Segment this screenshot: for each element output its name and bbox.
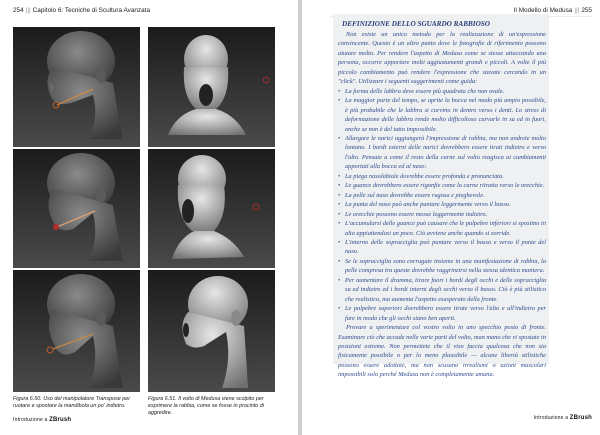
list-item: • Le guance dovrebbero essere rigonfie come la carne ritratta verso le orecchie. (338, 182, 545, 190)
section-title: Il Modello di Medusa (513, 7, 573, 14)
list-item: • Le palpebre superiori dovrebbero essere tirate verso l'alto e all'indietro per fare in modo che gli occhi siano ben aperti. (338, 305, 546, 322)
left-footer (13, 417, 71, 423)
sidebar-title: DEFINIZIONE DELLO SGUARDO RABBIOSO (342, 20, 490, 28)
figure-6-51-caption: Figura 6.51. Il volto di Medusa viene scolpito per esprimere la rabbia, come se fosse in procinto di aggredire. (148, 396, 264, 416)
list-item: • Allargare le narici aggiungerà l'impressione di rabbia, ma non andrete molto lontano. I bordi esterni delle narici dovrebbero essere tirati indietro e verso l'alto. Pensate a come il resto della carne sul volto reagisca ai cambiamenti apportati alla bocca ed al naso: (338, 134, 546, 171)
figure-6-51-panel-3 (148, 270, 275, 392)
list-item: • Le orecchie possono essere mosse leggermente indietro. (338, 210, 488, 218)
bullet-icon: • (338, 134, 341, 142)
bullet-icon: • (338, 182, 341, 190)
list-item: • Per aumentare il dramma, tirare fuori i bordi degli occhi e delle sopracciglia su ed indietro ed i bordi interni degli occhi verso il basso. Ciò è più stilistico che realistico, ma aumenta l'aspetto esasperato della fronte. (338, 276, 546, 303)
bullet-icon: • (338, 172, 341, 180)
sidebar-closing: Provare a sperimentare col vostro volto in uno specchio posto di fronte. Esaminare ciò che accade nelle varie parti del volto, man mano che vi spostate in posizioni estreme. Non permettete che il viso faccia qualcosa che non sia fisicamente possibile o per lo meno plausibile — alcune libertà stilistiche possono essere adottate, ma non scusano irrealismi o azioni muscolari impossibili solo perché Medusa non è completamente umana. (338, 324, 546, 379)
footer-prefix: Introduzione a (13, 417, 50, 423)
footer-brand: ZBrush (569, 415, 592, 421)
list-item: • La forma delle labbra deve essere più quadrata che non ovale. (338, 87, 505, 95)
sidebar-intro: Non esiste un unico metodo per la realizzazione di un'espressione convincente. Questo è un altro punto dove le fotografie di riferimento possono aiutare molto. Per rendere l'aspetto di Medusa come se stesse attaccando una persona, occorre apportare molti aggiustamenti grandi e piccoli. A volte il più piccolo cambiamento può rendere l'espressione che stavate cercando in un "click". Utilizzare i seguenti suggerimenti come guida: (338, 31, 546, 86)
bullet-icon: • (338, 257, 341, 265)
bullet-icon: • (338, 220, 341, 228)
figure-6-50-panel-3 (13, 270, 140, 392)
bullet-icon: • (338, 87, 341, 95)
bullet-icon: • (338, 276, 341, 284)
right-page (302, 0, 600, 435)
bullet-icon: • (338, 305, 341, 313)
bullet-icon: • (338, 191, 341, 199)
sidebar-body (338, 30, 546, 380)
chapter-title: Capitolo 6: Tecniche di Scultura Avanzata (32, 7, 151, 14)
list-item: • L'accumularsi delle guance può causare che le palpebre inferiori si spostino in alto appiattendosi un poco. Ciò avviene anche quando si sorride. (338, 220, 546, 237)
figure-6-51-panel-1 (148, 27, 275, 147)
figure-6-50-panel-1 (13, 27, 140, 147)
bullet-icon: • (338, 97, 341, 105)
right-page-number: 255 (581, 7, 592, 14)
right-footer (534, 415, 592, 421)
figure-6-50-panel-2 (13, 149, 140, 268)
list-item: • L'interno delle sopracciglia può puntare verso il basso e verso il ponte del naso. (338, 238, 546, 256)
running-head-separator: ||| (574, 7, 580, 14)
list-item: • Se le sopracciglia sono corrugate insieme in una manifestazione di rabbia, la pelle compresa tra queste dovrebbe raggrinzirsi nella stessa identica maniera. (338, 257, 546, 275)
list-item: • La piega nasolabiale dovrebbe essere profonda e pronunciata. (338, 172, 504, 180)
figure-6-50-caption: Figura 6.50. Uso del manipolatore Transpose per ruotare e spostare la mandibola un po' indietro. (13, 396, 131, 409)
left-page-number: 254 (13, 7, 24, 14)
sidebar-bullet-list (338, 87, 546, 323)
list-item: • La maggior parte del tempo, se aprite la bocca nel modo più ampio possibile, è più probabile che le labbra si curvino in dentro verso i denti. Lo stress di deformazione delle labbra rende molto difficoltoso curvarle in su ed in fuori, anche se non è del tutto impossibile. (338, 97, 546, 133)
bullet-icon: • (338, 238, 341, 246)
left-running-head (13, 7, 150, 14)
footer-brand: ZBrush (49, 417, 72, 423)
footer-prefix: Introduzione a (533, 415, 570, 421)
list-item: • La pelle sul naso dovrebbe essere rugosa e pieghevole. (338, 191, 485, 199)
bullet-icon: • (338, 201, 341, 209)
running-head-separator: ||| (25, 7, 31, 14)
figure-6-51-panel-2 (148, 149, 275, 268)
right-running-head (514, 7, 592, 14)
bullet-icon: • (338, 210, 341, 218)
list-item: • La punta del naso può anche puntare leggermente verso il basso. (338, 201, 511, 209)
left-page (0, 0, 298, 435)
